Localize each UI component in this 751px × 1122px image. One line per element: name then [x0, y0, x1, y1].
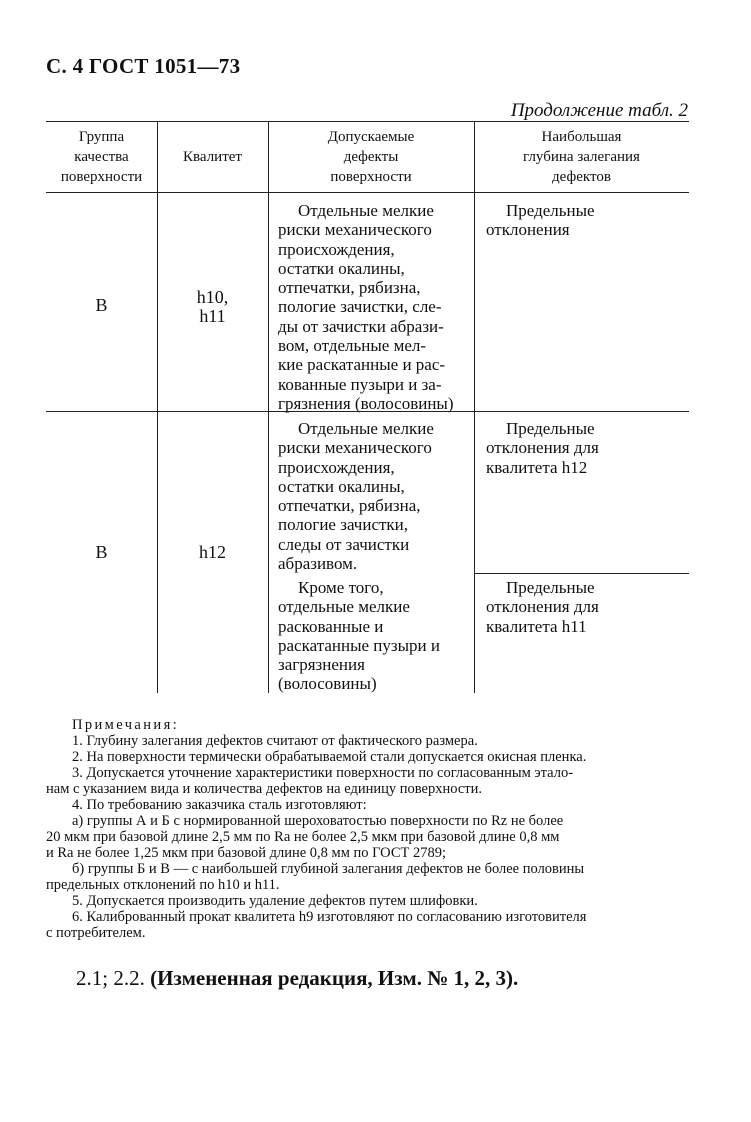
header-col-group: Группа качества поверхности: [60, 129, 143, 185]
note-line: 4. По требованию заказчика сталь изготовляют:: [72, 797, 367, 813]
note-line: предельных отклонений по h10 и h11.: [46, 877, 280, 893]
table-col-divider-3: [474, 121, 475, 693]
page-header: С. 4 ГОСТ 1051—73: [46, 54, 241, 78]
row2-depth-extra: Предельные отклонения для квалитета h11: [486, 578, 599, 636]
table-col-divider-2: [268, 121, 269, 693]
row2-qualitet: h12: [199, 542, 226, 562]
notes-block: [46, 717, 692, 941]
note-line: с потребителем.: [46, 925, 146, 941]
table-subrow-divider: [474, 573, 689, 574]
note-line: а) группы А и Б с нормированной шероховатостью поверхности по Rz не более: [72, 813, 564, 829]
note-line: 5. Допускается производить удаление дефектов путем шлифовки.: [72, 893, 478, 909]
footer-amendment-note: (Измененная редакция, Изм. № 1, 2, 3).: [150, 966, 519, 990]
note-line: 3. Допускается уточнение характеристики поверхности по согласованным этало-: [72, 765, 574, 781]
table-header-rule: [46, 192, 689, 193]
row2-depth: Предельные отклонения для квалитета h12: [486, 419, 599, 477]
note-line: и Ra не более 1,25 мкм при базовой длине 0,8 мм по ГОСТ 2789;: [46, 845, 447, 861]
note-line: 6. Калиброванный прокат квалитета h9 изготовляют по согласованию изготовителя: [72, 909, 587, 925]
header-col-defects: Допускаемые дефекты поверхности: [327, 129, 415, 185]
table-col-divider-1: [157, 121, 158, 693]
row1-depth: Предельные отклонения: [486, 201, 595, 240]
row1-group: В: [95, 295, 108, 315]
note-line: нам с указанием вида и количества дефектов на единицу поверхности.: [46, 781, 482, 797]
amendment-footer: [76, 966, 518, 991]
row1-defects: Отдельные мелкие риски механического происхождения, остатки окалины, отпечатки, рябизна, пологие зачистки, сле- ды от зачистки абрази- вом, отдельные мел- кие раскатанные и рас- кованные пузыри и за- грязнения (волосовины): [278, 201, 454, 413]
table-continuation-label: Продолжение табл. 2: [510, 100, 688, 121]
row2-defects: Отдельные мелкие риски механического происхождения, остатки окалины, отпечатки, рябизна, пологие зачистки, следы от зачистки абразивом.: [278, 419, 434, 574]
row2-group: В: [95, 542, 108, 562]
note-line: 2. На поверхности термически обрабатываемой стали допускается окисная пленка.: [72, 749, 587, 765]
header-col-depth: Наибольшая глубина залегания дефектов: [523, 129, 640, 185]
note-line: 1. Глубину залегания дефектов считают от фактического размера.: [72, 733, 478, 749]
row1-qualitet: h10, h11: [196, 287, 229, 327]
footer-clauses: 2.1; 2.2.: [76, 966, 145, 990]
table-top-rule: [46, 121, 689, 122]
notes-title: Примечания:: [72, 717, 180, 733]
header-col-qualitet: Квалитет: [183, 149, 242, 165]
row2-defects-extra: Кроме того, отдельные мелкие раскованные и раскатанные пузыри и загрязнения (волосовины): [278, 578, 440, 694]
note-line: 20 мкм при базовой длине 2,5 мм по Ra не более 2,5 мкм при базовой длине 0,8 мм: [46, 829, 560, 845]
note-line: б) группы Б и В — с наибольшей глубиной залегания дефектов не более половины: [72, 861, 585, 877]
